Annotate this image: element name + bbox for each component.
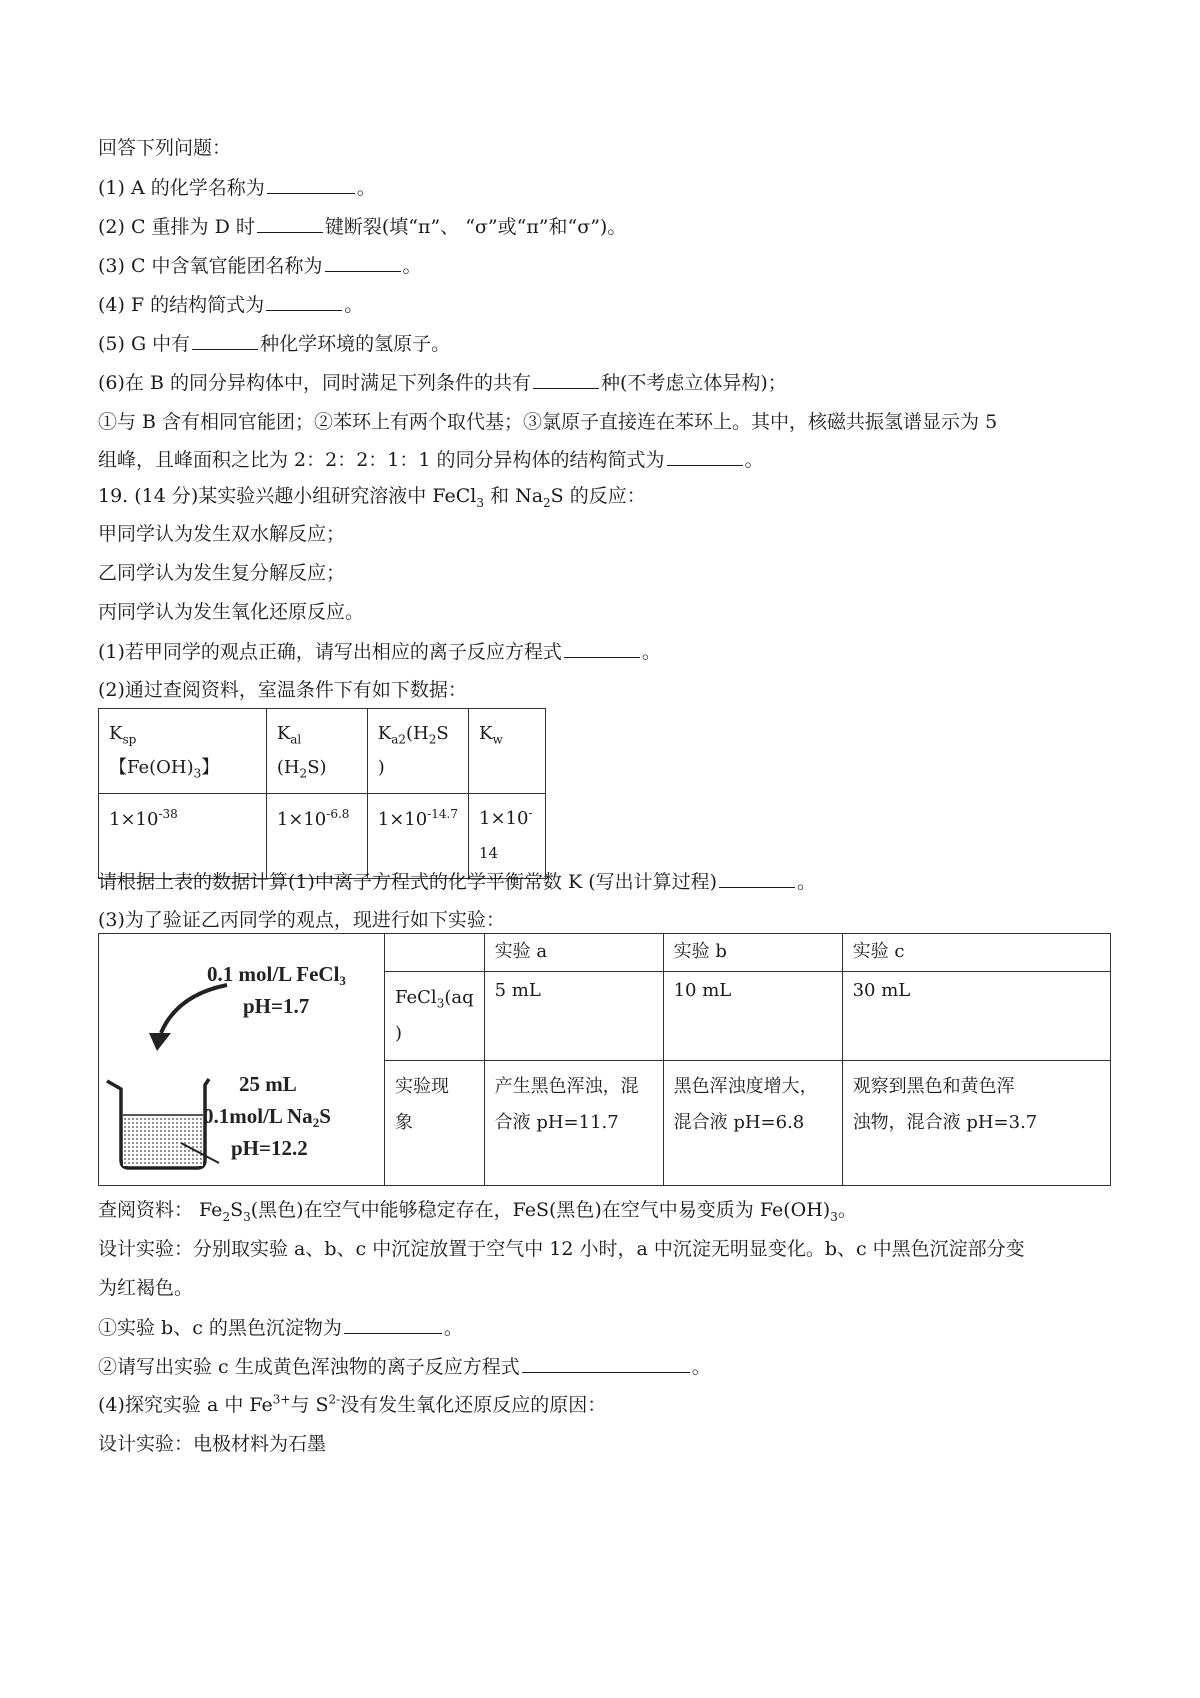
q19-design1: 设计实验：分别取实验 a、b、c 中沉淀放置于空气中 12 小时，a 中沉淀无明显变化。b、c 中黑色沉淀部分变 — [98, 1238, 1025, 1260]
q18-part6-conditions: ①与 B 含有相同官能团；②苯环上有两个取代基；③氯原子直接连在苯环上。其中，核磁共振氢谱显示为 5 — [98, 411, 998, 433]
observation-b: 黑色浑浊度增大， 混合液 pH=6.8 — [663, 1061, 842, 1187]
ka1-header: $K_{al}$ $(H_2S)$ — [266, 709, 367, 794]
header-exp-b: 实验 b — [663, 933, 842, 972]
na2s-ph-label: pH=12.2 — [231, 1136, 308, 1160]
answer-blank[interactable] — [257, 214, 323, 233]
volume-b: 10 mL — [663, 972, 842, 1061]
ka2-header: $K_{a2}(H_2S$ ) — [367, 709, 468, 794]
q18-part6-conditions-cont: 组峰，且峰面积之比为 2：2：2：1：1 的同分异构体的结构简式为 。 — [98, 449, 764, 471]
answer-blank[interactable] — [266, 292, 342, 311]
answer-blank[interactable] — [267, 175, 355, 194]
q18-part1: (1) A 的化学名称为 。 — [98, 177, 376, 199]
answer-blank[interactable] — [719, 869, 795, 888]
q19-part3-2: ②请写出实验 c 生成黄色浑浊物的离子反应方程式 。 — [98, 1356, 711, 1378]
observation-c: 观察到黑色和黄色浑 浊物，混合液 pH=3.7 — [842, 1061, 1111, 1187]
q19-part4: (4)探究实验 a 中 $Fe^{3+}$与 $S^{2-}$没有发生氧化还原反应的原因： — [98, 1392, 607, 1416]
header-exp-c: 实验 c — [842, 933, 1111, 972]
header-exp-a: 实验 a — [484, 933, 663, 972]
q18-part4: (4) F 的结构简式为 。 — [98, 294, 364, 316]
q19-design1-cont: 为红褐色。 — [98, 1277, 194, 1299]
kw-value: 1×10- 14 — [469, 794, 546, 879]
ksp-value: $1\times 10^{-38}$ — [99, 794, 267, 879]
row-label-observation: 实验现 象 — [385, 1061, 485, 1187]
answer-blank[interactable] — [522, 1354, 690, 1373]
arrow-icon — [161, 985, 227, 1033]
q19-part2-calc: 请根据上表的数据计算(1)中离子方程式的化学平衡常数 K (写出计算过程) 。 — [98, 871, 817, 893]
q19-part3: (3)为了验证乙丙同学的观点，现进行如下实验： — [98, 909, 505, 931]
fecl3-ph-label: pH=1.7 — [243, 994, 310, 1018]
q18-part3: (3) C 中含氧官能团名称为 。 — [98, 255, 422, 277]
q19-part1: (1)若甲同学的观点正确，请写出相应的离子反应方程式 。 — [98, 641, 661, 663]
q19-view-jia: 甲同学认为发生双水解反应； — [98, 523, 346, 545]
q19-reference: 查阅资料： $Fe_2S_3$(黑色)在空气中能够稳定存在，FeS(黑色)在空气中易变质为 $Fe(OH)_3$。 — [98, 1199, 857, 1224]
q19-view-yi: 乙同学认为发生复分解反应； — [98, 562, 346, 584]
table-corner — [385, 933, 485, 972]
answer-blank[interactable] — [533, 370, 599, 389]
experiment-table — [384, 933, 1111, 1186]
q19-part2: (2)通过查阅资料，室温条件下有如下数据： — [98, 679, 467, 701]
q19-heading: 19. (14 分)某实验兴趣小组研究溶液中 FeCl$_3$ 和 $Na_2S$ 的反应： — [98, 485, 646, 510]
q19-part3-1: ①实验 b、c 的黑色沉淀物为 。 — [98, 1317, 463, 1339]
q18-part5: (5) G 中有 种化学环境的氢原子。 — [98, 333, 451, 355]
row-label-fecl3: FeCl$_3$(aq ) — [385, 972, 485, 1061]
answer-blank[interactable] — [344, 1315, 442, 1334]
constants-table — [98, 708, 546, 879]
answer-blank[interactable] — [564, 639, 640, 658]
ka2-value: $1\times 10^{-14.7}$ — [367, 794, 468, 879]
fecl3-label: 0.1 mol/L FeCl3 — [207, 962, 346, 988]
q18-part6: (6)在 B 的同分异构体中，同时满足下列条件的共有 种(不考虑立体异构)； — [98, 372, 787, 394]
arrowhead-icon — [149, 1033, 171, 1051]
solution-fill — [123, 1115, 203, 1166]
volume-c: 30 mL — [842, 972, 1111, 1061]
kw-header: $K_w$ — [469, 709, 546, 794]
q18-intro: 回答下列问题： — [98, 137, 232, 159]
q19-view-bing: 丙同学认为发生氧化还原反应。 — [98, 601, 365, 623]
na2s-label: 0.1mol/L Na2S — [203, 1104, 331, 1130]
na2s-volume-label: 25 mL — [239, 1072, 297, 1096]
q19-design2: 设计实验：电极材料为石墨 — [98, 1433, 327, 1455]
ka1-value: $1\times 10^{-6.8}$ — [266, 794, 367, 879]
answer-blank[interactable] — [192, 331, 258, 350]
observation-a: 产生黑色浑浊，混 合液 pH=11.7 — [484, 1061, 663, 1187]
q18-part2: (2) C 重排为 D 时 键断裂(填“π”、 “σ”或“π”和“σ”)。 — [98, 216, 627, 238]
volume-a: 5 mL — [484, 972, 663, 1061]
answer-blank[interactable] — [667, 447, 743, 466]
ksp-header: $K_{sp}$ 【$Fe(OH)_3$】 — [99, 709, 267, 794]
answer-blank[interactable] — [325, 253, 401, 272]
beaker-figure — [99, 933, 385, 1186]
